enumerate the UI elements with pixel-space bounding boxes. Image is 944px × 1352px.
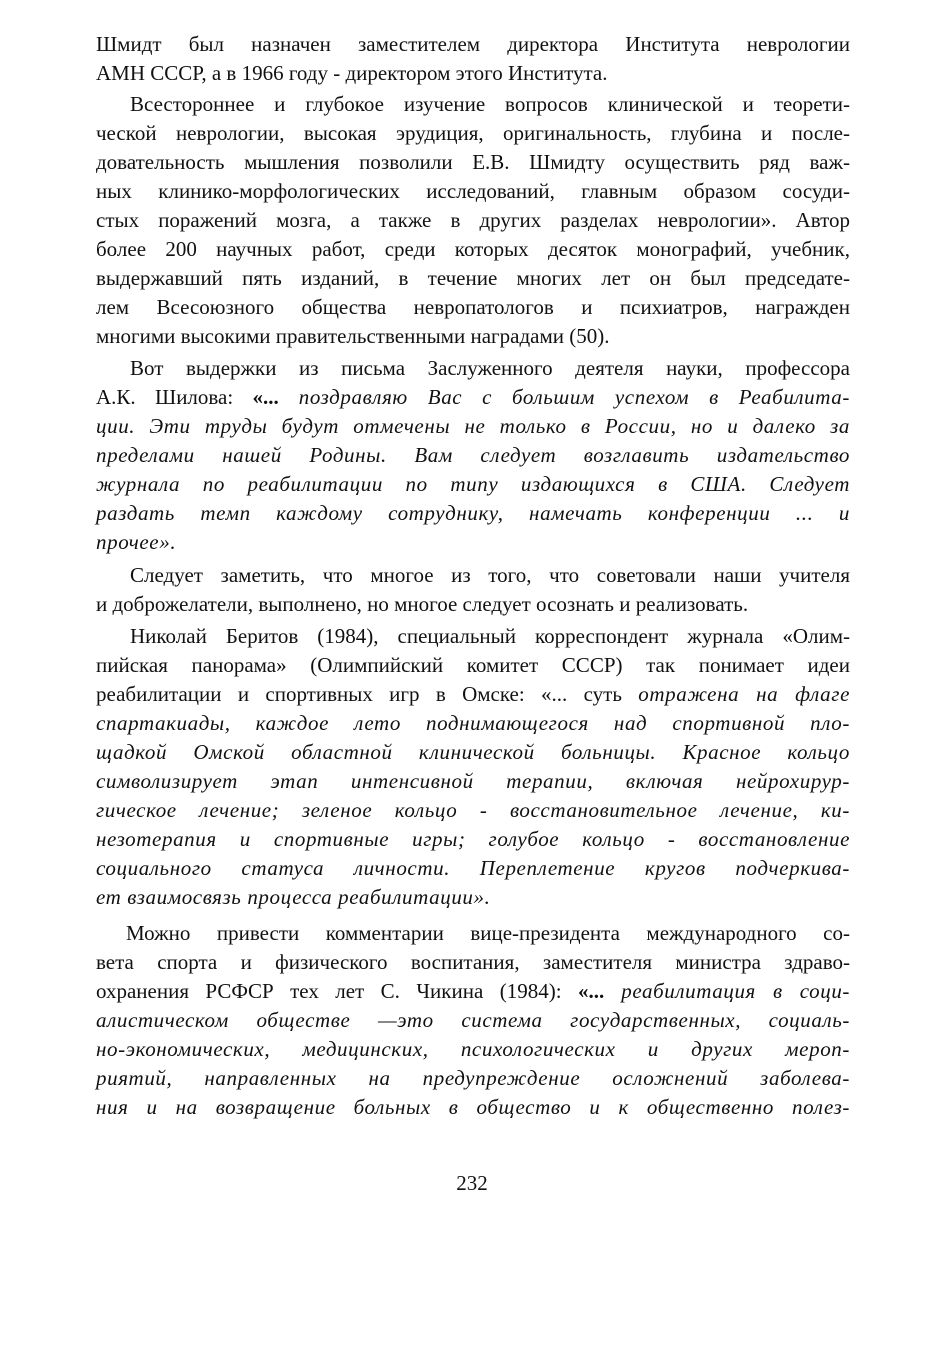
quote-text: журнала по реабилитации по типу издающихся в США. Следует — [96, 472, 850, 496]
text-run: стых поражений мозга, а также в других разделах неврологии». Автор — [96, 208, 850, 232]
text-line — [96, 590, 850, 619]
quote-text: поздравляю Вас с большим успехом в Реабилита- — [278, 385, 850, 409]
text-line — [96, 825, 850, 854]
text-line — [96, 412, 850, 441]
text-run: охранения РСФСР тех лет С. Чикина (1984): — [96, 979, 578, 1003]
quote-text: спартакиады, каждое лето поднимающегося над спортивной пло- — [96, 711, 850, 735]
quote-text: символизирует этап интенсивной терапии, включая нейрохирур- — [96, 769, 850, 793]
quote-mark: «... — [577, 979, 605, 1003]
text-line — [96, 854, 850, 883]
text-run: довательность мышления позволили Е.В. Шмидту осуществить ряд важ- — [96, 150, 850, 174]
text-line — [130, 90, 850, 119]
text-line — [96, 528, 850, 557]
text-run: ческой неврологии, высокая эрудиция, оригинальность, глубина и после- — [96, 121, 850, 145]
text-line — [96, 119, 850, 148]
text-line — [96, 883, 850, 912]
quote-text: ния и на возвращение больных в общество и к общественно полез- — [96, 1095, 850, 1119]
text-run: А.К. Шилова: — [96, 385, 253, 409]
quote-text: щадкой Омской областной клинической больницы. Красное кольцо — [96, 740, 850, 764]
text-run: АМН СССР, а в 1966 году - директором этого Института. — [96, 61, 608, 85]
text-line — [96, 738, 850, 767]
text-line — [96, 177, 850, 206]
text-line — [96, 948, 850, 977]
quote-text: риятий, направленных на предупреждение осложнений заболева- — [96, 1066, 850, 1090]
text-line — [96, 148, 850, 177]
text-line — [96, 680, 850, 709]
quote-text: ет взаимосвязь процесса реабилитации». — [96, 885, 491, 909]
text-line — [96, 1006, 850, 1035]
text-line — [96, 1093, 850, 1122]
quote-text: пределами нашей Родины. Вам следует возглавить издательство — [96, 443, 850, 467]
quote-text: гическое лечение; зеленое кольцо - восстановительное лечение, ки- — [96, 798, 850, 822]
text-line — [96, 1064, 850, 1093]
text-run: лем Всесоюзного общества невропатологов и психиатров, награжден — [96, 295, 850, 319]
text-line — [96, 264, 850, 293]
text-run: Следует заметить, что многое из того, что советовали наши учителя — [130, 563, 850, 587]
text-line — [96, 709, 850, 738]
text-line — [96, 235, 850, 264]
quote-text: незотерапия и спортивные игры; голубое кольцо - восстановление — [96, 827, 850, 851]
text-run: более 200 научных работ, среди которых десяток монографий, учебник, — [96, 237, 850, 261]
quote-text: но-экономических, медицинских, психологических и других мероп- — [96, 1037, 850, 1061]
text-line — [96, 293, 850, 322]
quote-text: ции. Эти труды будут отмечены не только в России, но и далеко за — [96, 414, 850, 438]
text-line — [96, 651, 850, 680]
quote-text: отражена на флаге — [638, 682, 850, 706]
text-line — [96, 796, 850, 825]
quote-text: прочее». — [96, 530, 177, 554]
text-line — [96, 441, 850, 470]
text-run: многими высокими правительственными наградами (50). — [96, 324, 610, 348]
text-line — [96, 977, 850, 1006]
text-line — [96, 30, 850, 59]
text-run: Шмидт был назначен заместителем директора Института неврологии — [96, 32, 850, 56]
text-run: Можно привести комментарии вице-президента международного со- — [126, 921, 850, 945]
text-run: вета спорта и физического воспитания, заместителя министра здраво- — [96, 950, 850, 974]
text-line — [130, 622, 850, 651]
page-number: 232 — [456, 1171, 488, 1195]
quote-text: раздать темп каждому сотруднику, намечать конференции ... и — [96, 501, 850, 525]
text-line — [130, 354, 850, 383]
text-run: и доброжелатели, выполнено, но многое следует осознать и реализовать. — [96, 592, 749, 616]
quote-mark: «... — [252, 385, 279, 409]
text-line — [96, 206, 850, 235]
text-run: реабилитации и спортивных игр в Омске: «... суть — [96, 682, 639, 706]
text-line — [96, 1035, 850, 1064]
quote-text: реабилитация в соци- — [604, 979, 851, 1003]
text-line — [96, 59, 850, 88]
text-run: ных клинико-морфологических исследований, главным образом сосуди- — [96, 179, 850, 203]
text-run: выдержавший пять изданий, в течение многих лет он был председате- — [96, 266, 850, 290]
text-line — [96, 499, 850, 528]
text-line — [96, 322, 850, 351]
text-line — [130, 561, 850, 590]
text-run: Всестороннее и глубокое изучение вопросов клинической и теорети- — [130, 92, 850, 116]
text-run: Николай Беритов (1984), специальный корреспондент журнала «Олим- — [130, 624, 850, 648]
quote-text: социального статуса личности. Переплетение кругов подчеркива- — [96, 856, 850, 880]
text-line — [96, 383, 850, 412]
text-line — [96, 470, 850, 499]
text-run: Вот выдержки из письма Заслуженного деятеля науки, профессора — [130, 356, 850, 380]
text-line — [126, 919, 850, 948]
text-line — [96, 767, 850, 796]
quote-text: алистическом обществе —это система государственных, социаль- — [96, 1008, 850, 1032]
text-run: пийская панорама» (Олимпийский комитет СССР) так понимает идеи — [96, 653, 850, 677]
